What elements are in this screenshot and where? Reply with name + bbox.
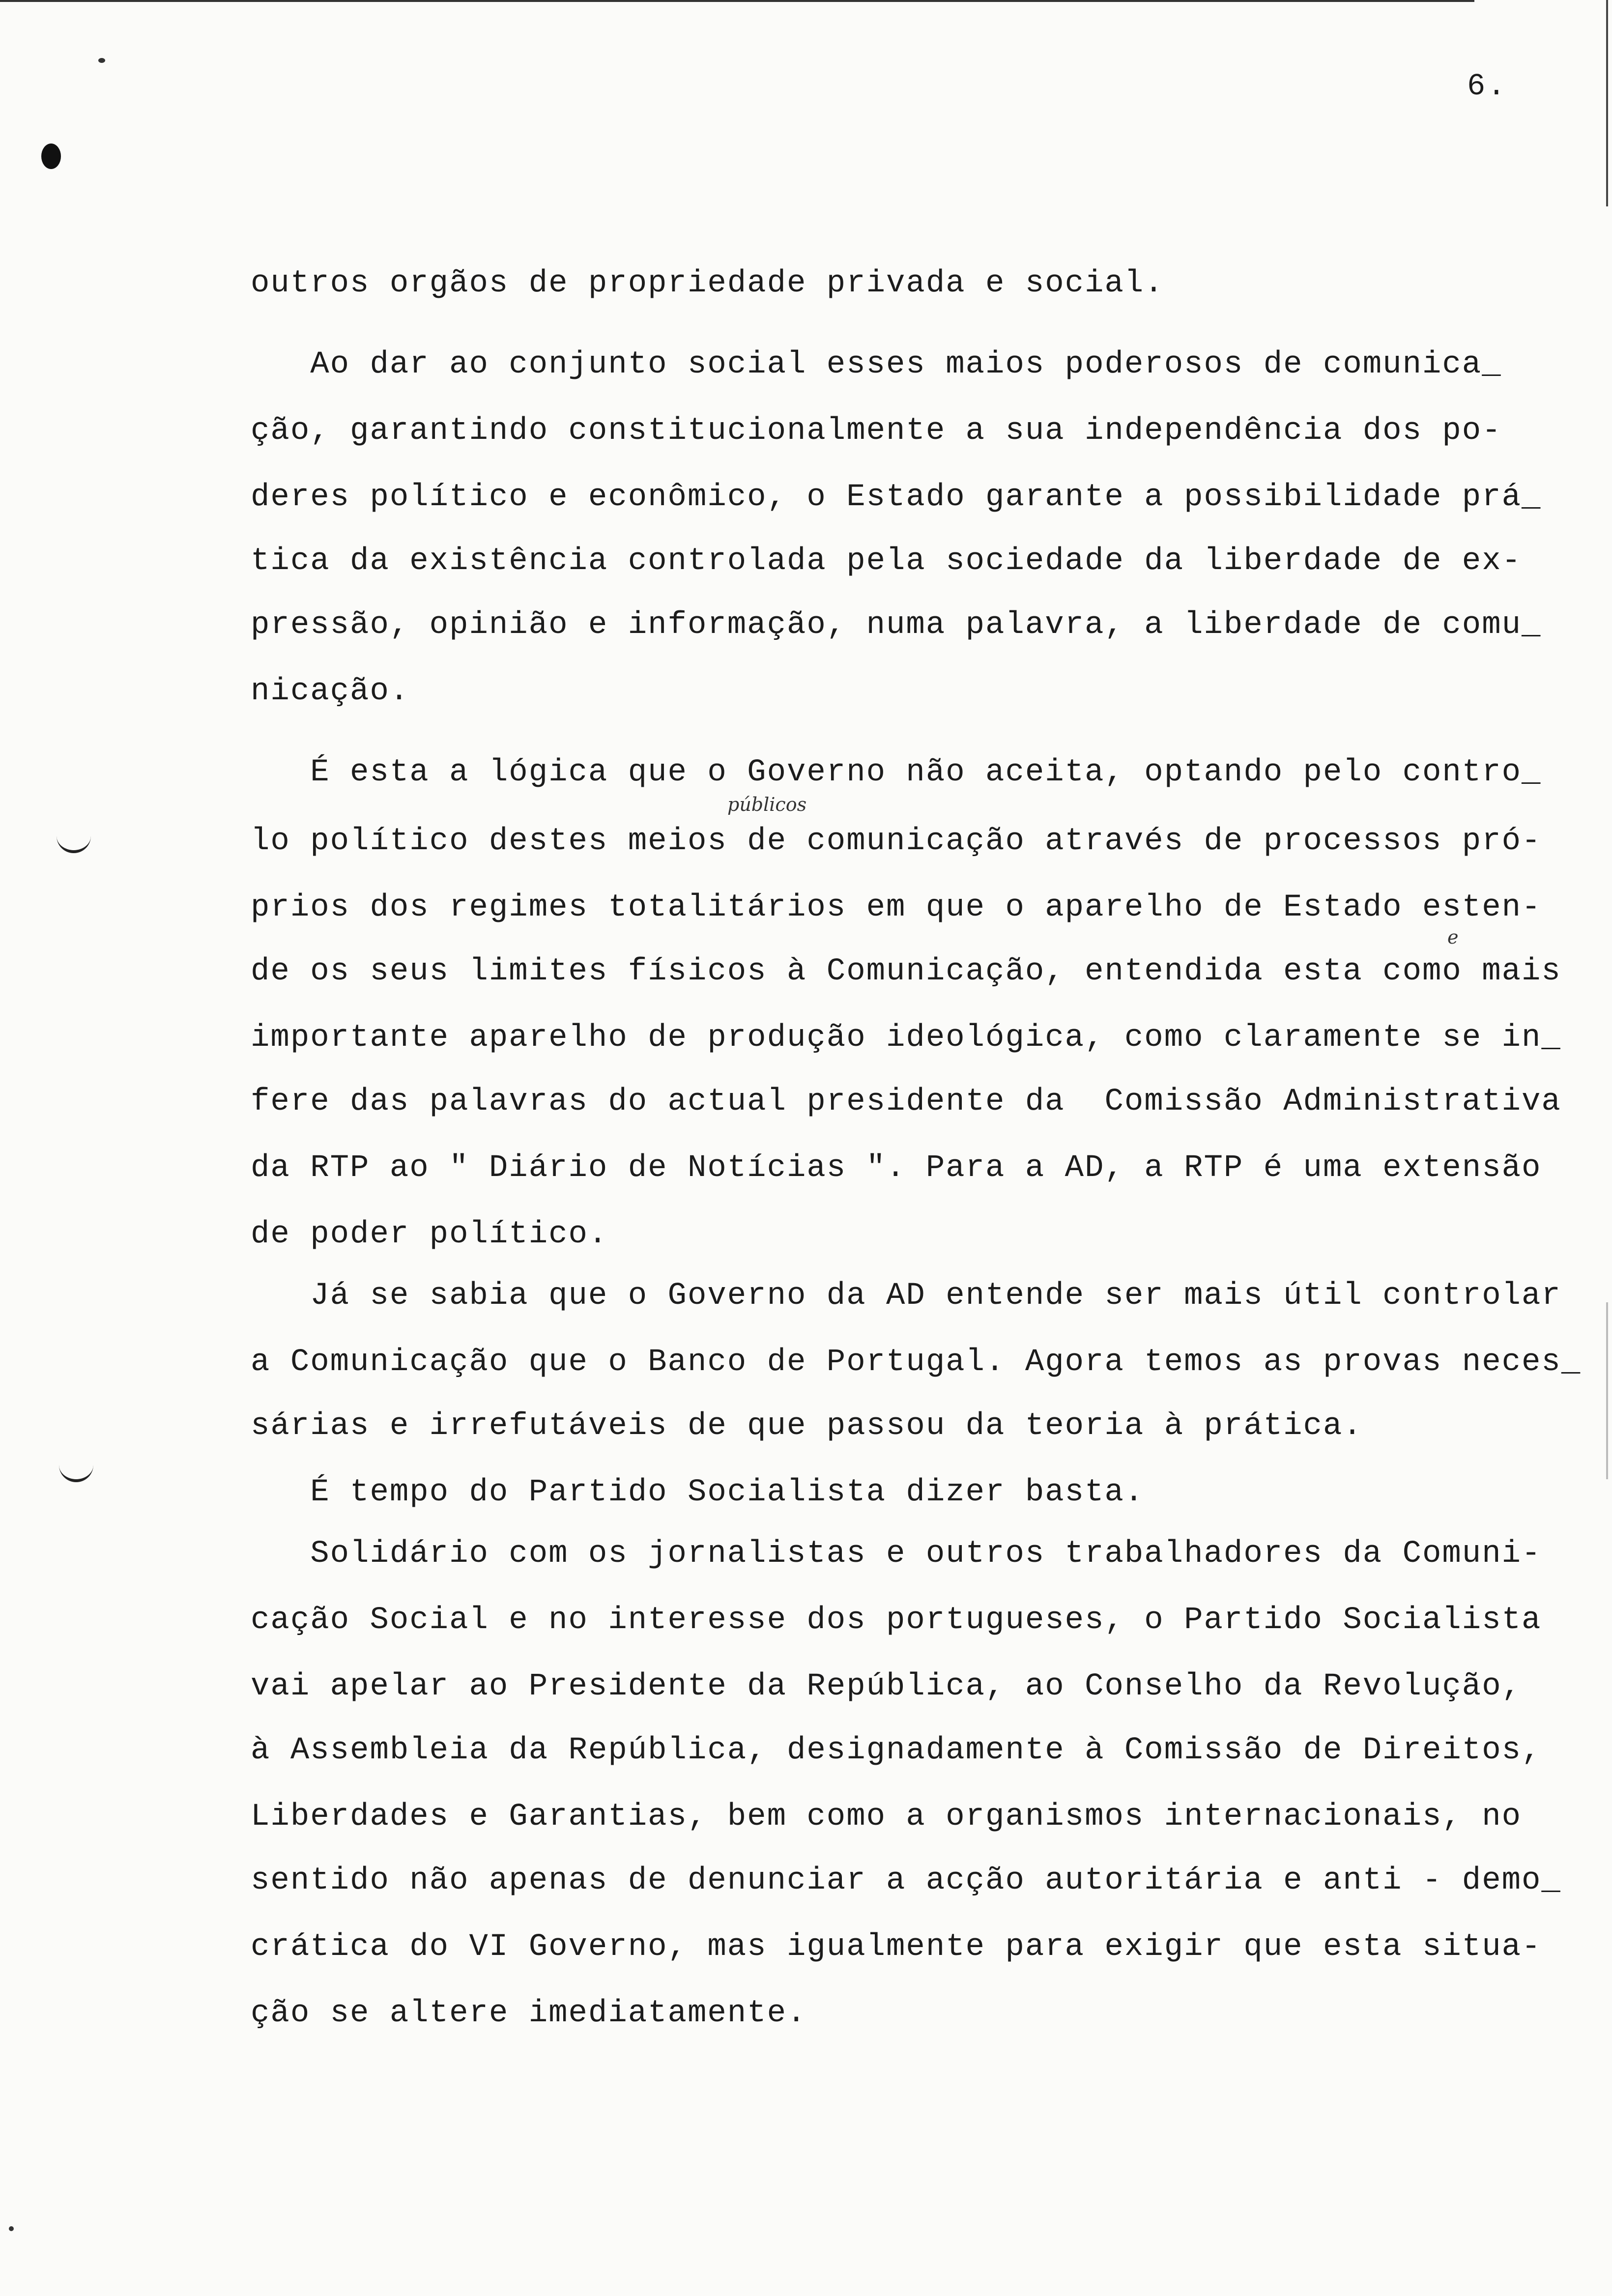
text-line: nicação. [251, 674, 410, 709]
handwritten-insertion-letter: e [1447, 926, 1459, 948]
right-page-edge-lower [1606, 1302, 1608, 1479]
text-line: crática do VI Governo, mas igualmente para exigir que esta situa- [251, 1929, 1542, 1965]
text-line: tica da existência controlada pela sociedade da liberdade de ex- [251, 544, 1522, 579]
top-border-line [0, 0, 1474, 2]
text-line: lo político destes meios de comunicação através de processos pró- [251, 824, 1542, 859]
handwritten-insertion-word: públicos [727, 794, 807, 815]
margin-arc-mark [59, 1464, 93, 1482]
text-line: É tempo do Partido Socialista dizer basta. [251, 1475, 1145, 1510]
text-line: deres político e econômico, o Estado garante a possibilidade prá_ [251, 480, 1542, 515]
page-number: 6. [1467, 69, 1508, 104]
text-line: sentido não apenas de denunciar a acção autoritária e anti - demo_ [251, 1863, 1561, 1898]
text-line: Liberdades e Garantias, bem como a organismos internacionais, no [251, 1799, 1522, 1835]
text-line: de os seus limites físicos à Comunicação, entendida esta como mais [251, 954, 1561, 989]
text-line: à Assembleia da República, designadamente à Comissão de Direitos, [251, 1733, 1542, 1768]
text-line: pressão, opinião e informação, numa palavra, a liberdade de comu_ [251, 607, 1542, 643]
text-line: Solidário com os jornalistas e outros trabalhadores da Comuni- [251, 1536, 1542, 1572]
text-line: a Comunicação que o Banco de Portugal. Agora temos as provas neces_ [251, 1345, 1582, 1380]
margin-arc-mark [57, 835, 91, 853]
text-line: É esta a lógica que o Governo não aceita, optando pelo contro_ [251, 755, 1542, 790]
text-line: importante aparelho de produção ideológica, como claramente se in_ [251, 1020, 1561, 1056]
text-line: de poder político. [251, 1217, 608, 1252]
text-line: vai apelar ao Presidente da República, ao Conselho da Revolução, [251, 1669, 1522, 1704]
text-line: da RTP ao " Diário de Notícias ". Para a AD, a RTP é uma extensão [251, 1150, 1542, 1186]
text-line: prios dos regimes totalitários em que o aparelho de Estado esten- [251, 890, 1542, 925]
text-line: Ao dar ao conjunto social esses maios poderosos de comunica_ [251, 347, 1502, 382]
text-line: ção se altere imediatamente. [251, 1996, 807, 2031]
text-line: outros orgãos de propriedade privada e social. [251, 266, 1164, 301]
right-page-edge [1606, 0, 1608, 206]
text-line: cação Social e no interesse dos portugueses, o Partido Socialista [251, 1603, 1542, 1638]
scan-speck [9, 2226, 14, 2231]
punch-hole-mark [41, 144, 61, 169]
text-line: sárias e irrefutáveis de que passou da teoria à prática. [251, 1408, 1363, 1444]
text-line: fere das palavras do actual presidente da Comissão Administrativa [251, 1084, 1561, 1119]
text-line: Já se sabia que o Governo da AD entende ser mais útil controlar [251, 1278, 1561, 1314]
text-line: ção, garantindo constitucionalmente a sua independência dos po- [251, 413, 1502, 449]
scan-speck [98, 58, 105, 63]
